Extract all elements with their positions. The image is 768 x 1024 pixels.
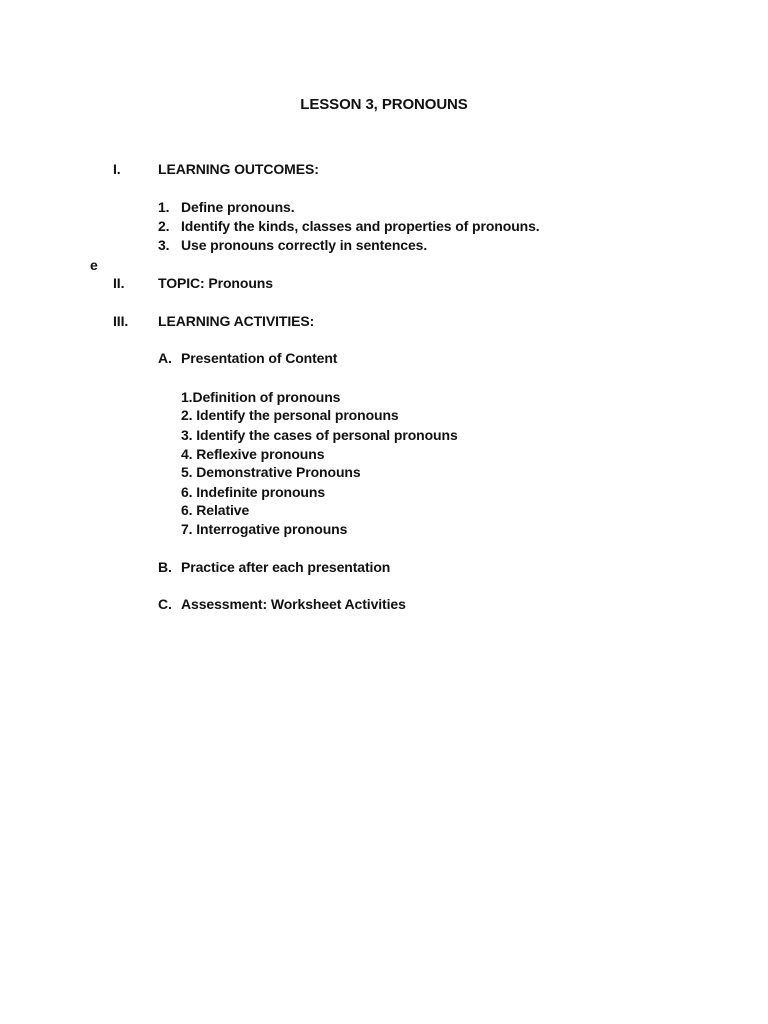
content-subitem: 2. Identify the personal pronouns bbox=[181, 407, 399, 423]
section-numeral-1: I. bbox=[113, 161, 121, 177]
outcome-item: Use pronouns correctly in sentences. bbox=[181, 237, 428, 253]
content-subitem: 1.Definition of pronouns bbox=[181, 389, 341, 405]
outcome-marker: 3. bbox=[158, 237, 170, 253]
section-heading-learning-activities: LEARNING ACTIVITIES: bbox=[158, 313, 315, 329]
content-subitem: 7. Interrogative pronouns bbox=[181, 521, 348, 537]
content-subitem: 6. Relative bbox=[181, 502, 250, 518]
activity-item: Assessment: Worksheet Activities bbox=[181, 596, 406, 612]
activity-item: Presentation of Content bbox=[181, 350, 338, 366]
outcome-item: Define pronouns. bbox=[181, 199, 295, 215]
outcome-item: Identify the kinds, classes and properties of pronouns. bbox=[181, 218, 540, 234]
stray-character: e bbox=[90, 257, 98, 273]
content-subitem: 3. Identify the cases of personal pronouns bbox=[181, 427, 458, 443]
activity-item: Practice after each presentation bbox=[181, 559, 391, 575]
activity-marker: B. bbox=[158, 559, 172, 575]
activity-marker: A. bbox=[158, 350, 172, 366]
content-subitem: 4. Reflexive pronouns bbox=[181, 446, 325, 462]
document-title: LESSON 3, PRONOUNS bbox=[300, 96, 468, 113]
activity-marker: C. bbox=[158, 596, 172, 612]
content-subitem: 5. Demonstrative Pronouns bbox=[181, 464, 361, 480]
section-numeral-2: II. bbox=[113, 275, 125, 291]
outcome-marker: 2. bbox=[158, 218, 170, 234]
section-heading-learning-outcomes: LEARNING OUTCOMES: bbox=[158, 161, 319, 177]
section-heading-topic: TOPIC: Pronouns bbox=[158, 275, 273, 291]
outcome-marker: 1. bbox=[158, 199, 170, 215]
section-numeral-3: III. bbox=[113, 313, 129, 329]
content-subitem: 6. Indefinite pronouns bbox=[181, 484, 326, 500]
